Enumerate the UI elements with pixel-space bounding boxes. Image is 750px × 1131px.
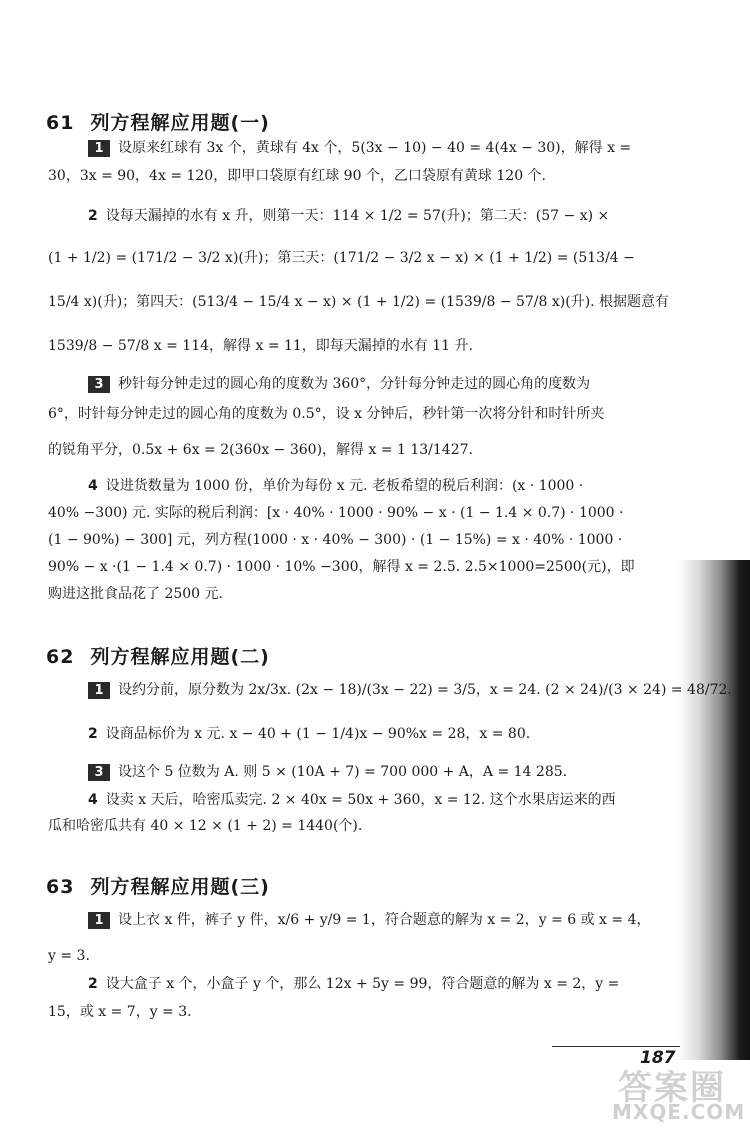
problem-61-1-line-1: 1 设原来红球有 3x 个，黄球有 4x 个，5(3x − 10) − 40 = 4(4x − 30)，解得 x = [88, 138, 631, 158]
problem-62-4-line-1: 4 设卖 x 天后，哈密瓜卖完. 2 × 40x = 50x + 360，x = 12. 这个水果店运来的西 [88, 792, 616, 808]
problem-62-1-line-1: 1 设约分前，原分数为 2x/3x. (2x − 18)/(3x − 22) = 3/5，x = 24. (2 × 24)/(3 × 24) = 48/72. [88, 680, 732, 700]
problem-61-2-line-3: 15/4 x)(升)；第四天：(513/4 − 15/4 x − x) × (1 + 1/2) = (1539/8 − 57/8 x)(升). 根据题意有 [48, 294, 670, 310]
section-62-heading [46, 642, 270, 669]
problem-number: 2 [88, 976, 98, 992]
section-title: 列方程解应用题(三) [90, 876, 270, 898]
problem-61-4-line-5: 购进这批食品花了 2500 元. [48, 586, 223, 602]
section-title: 列方程解应用题(一) [90, 112, 270, 134]
problem-61-2-line-4: 1539/8 − 57/8 x = 114，解得 x = 11，即每天漏掉的水有 11 升. [48, 338, 473, 354]
section-61-heading [46, 108, 270, 135]
problem-number: 2 [88, 726, 98, 742]
section-number: 63 [46, 876, 75, 898]
problem-61-4-line-3: (1 − 90%) − 300] 元，列方程(1000 · x · 40% − 300) · (1 − 15%) = x · 40% · 1000 · [48, 532, 623, 548]
problem-number-badge: 3 [88, 376, 110, 393]
problem-62-4-line-2: 瓜和哈密瓜共有 40 × 12 × (1 + 2) = 1440(个). [48, 818, 363, 834]
problem-61-1-line-2: 30，3x = 90，4x = 120，即甲口袋原有红球 90 个，乙口袋原有黄球 120 个. [48, 168, 547, 184]
problem-number: 2 [88, 208, 98, 224]
problem-61-3-line-2: 6°，时针每分钟走过的圆心角的度数为 0.5°，设 x 分钟后，秒针第一次将分针和时针所夹 [48, 406, 605, 422]
problem-61-4-line-2: 40% −300) 元. 实际的税后利润：[x · 40% · 1000 · 90% − x · (1 − 1.4 × 0.7) · 1000 · [48, 505, 624, 521]
problem-number-badge: 1 [88, 912, 110, 929]
problem-62-3-line-1: 3 设这个 5 位数为 A. 则 5 × (10A + 7) = 700 000 + A，A = 14 285. [88, 762, 567, 782]
problem-61-4-line-4: 90% − x ·(1 − 1.4 × 0.7) · 1000 · 10% −300，解得 x = 2.5. 2.5×1000=2500(元)，即 [48, 559, 635, 575]
problem-61-4-line-1: 4 设进货数量为 1000 份，单价为每份 x 元. 老板希望的税后利润：(x · 1000 · [88, 478, 584, 494]
problem-61-2-line-1: 2 设每天漏掉的水有 x 升，则第一天：114 × 1/2 = 57(升)；第二天：(57 − x) × [88, 208, 610, 224]
problem-number-badge: 3 [88, 764, 110, 781]
problem-62-2-line-1: 2 设商品标价为 x 元. x − 40 + (1 − 1/4)x − 90%x = 28，x = 80. [88, 726, 531, 742]
problem-61-2-line-2: (1 + 1/2) = (171/2 − 3/2 x)(升)；第三天：(171/2 − 3/2 x − x) × (1 + 1/2) = (513/4 − [48, 250, 635, 266]
problem-number: 4 [88, 792, 98, 808]
problem-63-2-line-1: 2 设大盒子 x 个，小盒子 y 个，那么 12x + 5y = 99，符合题意的解为 x = 2，y = [88, 976, 620, 992]
problem-63-1-line-2: y = 3. [48, 948, 90, 964]
section-number: 62 [46, 646, 75, 668]
page-edge-shadow [678, 560, 750, 1060]
problem-61-3-line-3: 的锐角平分，0.5x + 6x = 2(360x − 360)，解得 x = 1 13/1427. [48, 442, 473, 458]
problem-number-badge: 1 [88, 140, 110, 157]
watermark-url: MXQE.COM [612, 1100, 746, 1124]
problem-63-1-line-1: 1 设上衣 x 件，裤子 y 件，x/6 + y/9 = 1，符合题意的解为 x = 2，y = 6 或 x = 4， [88, 910, 651, 930]
section-title: 列方程解应用题(二) [90, 646, 270, 668]
watermark-logo: 答案圈 [618, 1068, 726, 1108]
problem-number: 4 [88, 478, 98, 494]
footer-rule [552, 1046, 680, 1047]
problem-61-3-line-1: 3 秒针每分钟走过的圆心角的度数为 360°，分针每分钟走过的圆心角的度数为 [88, 374, 590, 394]
page-number: 187 [640, 1048, 676, 1068]
problem-number-badge: 1 [88, 682, 110, 699]
section-number: 61 [46, 112, 75, 134]
section-63-heading [46, 872, 270, 899]
problem-63-2-line-2: 15，或 x = 7，y = 3. [48, 1004, 192, 1020]
